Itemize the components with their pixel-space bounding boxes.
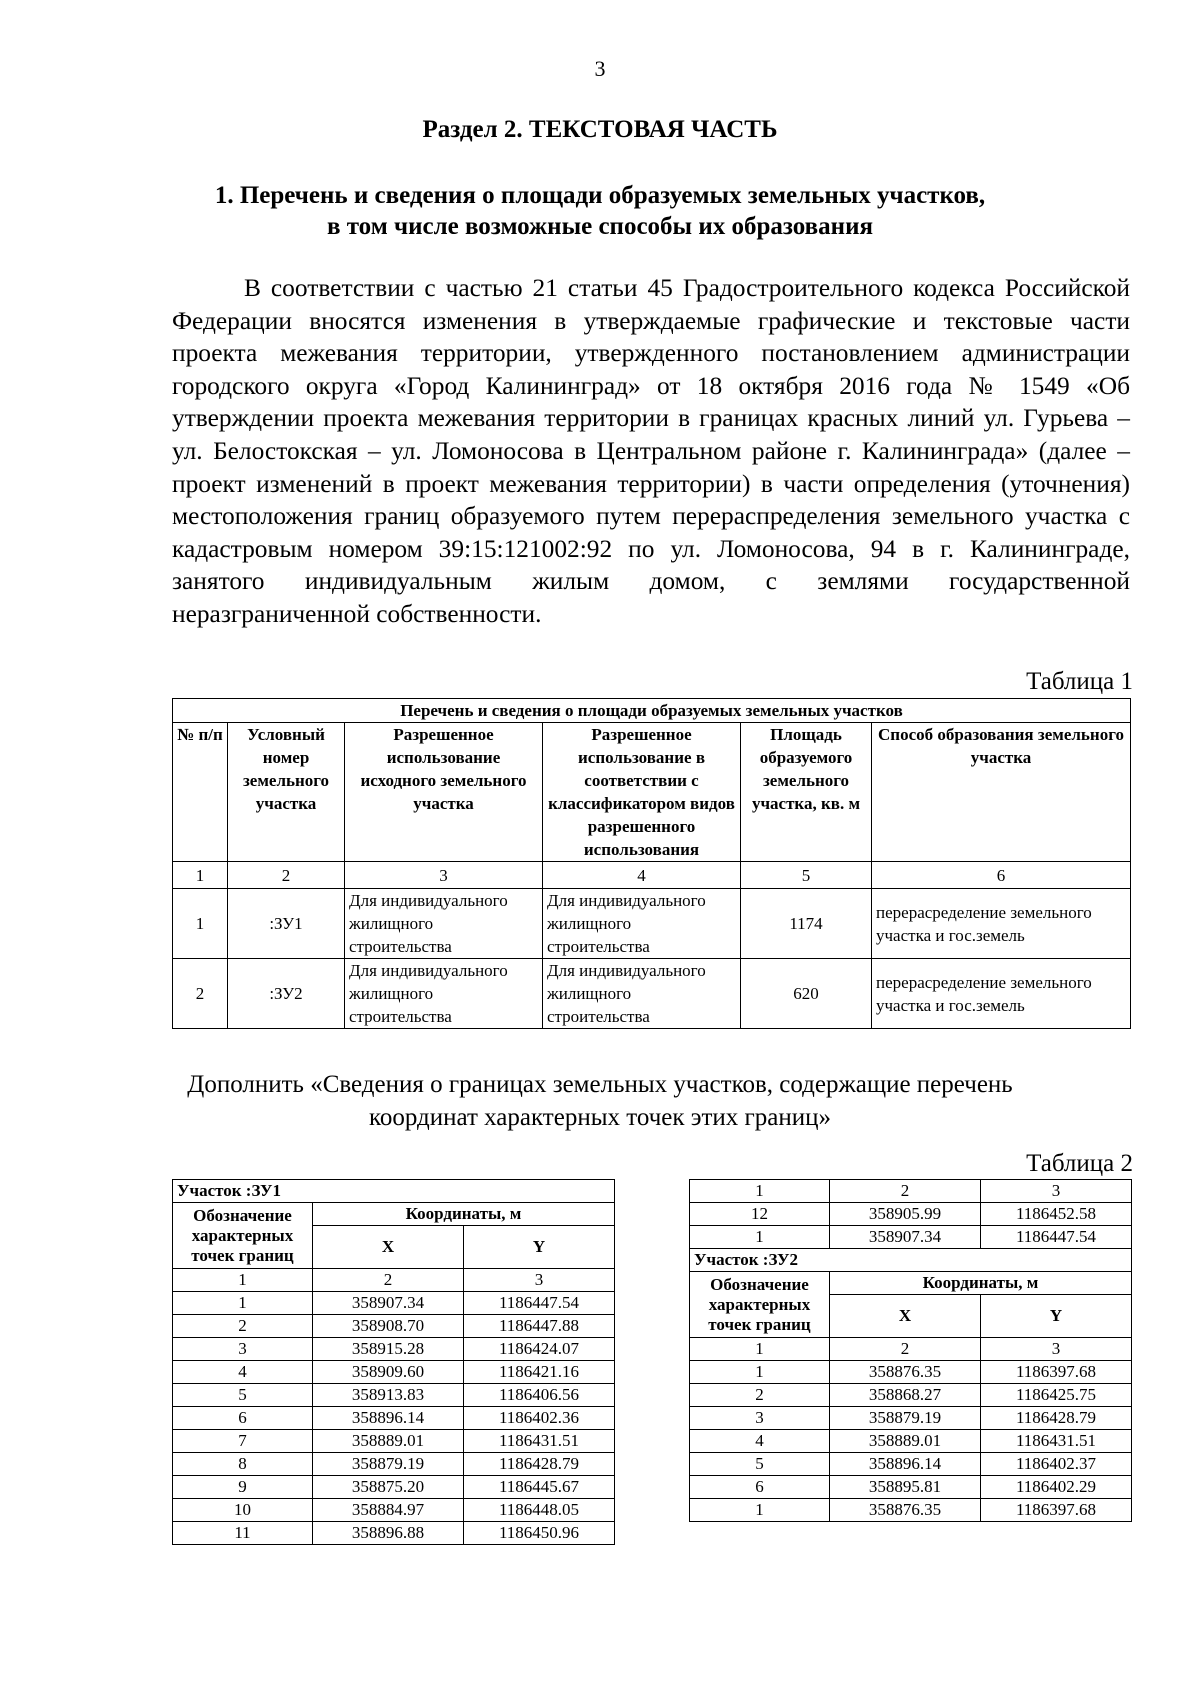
point-number: 8: [173, 1453, 313, 1476]
point-number: 3: [690, 1407, 830, 1430]
coordinate-row: [173, 1453, 615, 1476]
coords-header: Координаты, м: [830, 1272, 1132, 1295]
coord-x: 358875.20: [313, 1476, 464, 1499]
table1-header: Площадь образуемого земельного участка, кв. м: [741, 723, 872, 862]
body-paragraph: В соответствии с частью 21 статьи 45 Градостроительного кодекса Российской Федерации вносятся изменения в утверждаемые графические и текстовые части проекта межевания территории, утвержденного постановлением администрации городского округа «Город Калининград» от 18 октября 2016 года № 1549 «Об утверждении проекта межевания территории в границах красных линий ул. Гурьева – ул. Белостокская – ул. Ломоносова в Центральном районе г. Калининграда» (далее – проект изменений в проект межевания территории) в части определения (уточнения) местоположения границ образуемого путем перераспределения земельного участка с кадастровым номером 39:15:121002:92 по ул. Ломоносова, 94 в г. Калининграде, занятого индивидуальным жилым домом, с землями государственной неразграниченной собственности.: [172, 274, 1130, 628]
coordinate-row: [173, 1407, 615, 1430]
coord-y: 1186397.68: [981, 1361, 1132, 1384]
coord-x: 358876.35: [830, 1361, 981, 1384]
coord-y: 1186397.68: [981, 1499, 1132, 1522]
heading-line-1: 1. Перечень и сведения о площади образуемых земельных участков,: [214, 182, 986, 209]
coord-x: 358895.81: [830, 1476, 981, 1499]
coordinate-row: [690, 1203, 1132, 1226]
column-number: 2: [830, 1338, 981, 1361]
column-number: 2: [228, 862, 345, 889]
coord-x: 358913.83: [313, 1384, 464, 1407]
table-row: [173, 889, 1131, 959]
table-cell: 620: [741, 959, 872, 1029]
coord-y: 1186447.54: [464, 1292, 615, 1315]
column-number: 6: [872, 862, 1131, 889]
table-cell: :ЗУ1: [228, 889, 345, 959]
point-number: 3: [173, 1338, 313, 1361]
coord-y: 1186448.05: [464, 1499, 615, 1522]
column-number: 5: [741, 862, 872, 889]
section-title: Раздел 2. ТЕКСТОВАЯ ЧАСТЬ: [422, 116, 778, 143]
coord-y: 1186424.07: [464, 1338, 615, 1361]
table1-header: № п/п: [173, 723, 228, 862]
note-line-2: координат характерных точек этих границ»: [368, 1104, 832, 1131]
coord-y: 1186425.75: [981, 1384, 1132, 1407]
table-cell: 1: [173, 889, 228, 959]
table2-column-numbers: [173, 1269, 615, 1292]
table2-column-numbers: [690, 1338, 1132, 1361]
coord-x: 358889.01: [313, 1430, 464, 1453]
coord-x: 358868.27: [830, 1384, 981, 1407]
coord-y: 1186402.29: [981, 1476, 1132, 1499]
plot-title-row: [690, 1249, 1132, 1272]
point-number: 1: [173, 1292, 313, 1315]
coord-y: 1186447.54: [981, 1226, 1132, 1249]
table1-header-row: [173, 723, 1131, 862]
table1-title-row: [173, 699, 1131, 723]
coordinate-row: [173, 1292, 615, 1315]
heading: [0, 180, 1200, 242]
coord-y: 1186428.79: [464, 1453, 615, 1476]
point-number: 12: [690, 1203, 830, 1226]
coordinate-row: [690, 1361, 1132, 1384]
coordinate-row: [173, 1338, 615, 1361]
table2-left: [172, 1179, 615, 1545]
coord-y: 1186447.88: [464, 1315, 615, 1338]
table-cell: перерасределение земельного участка и гос.земель: [872, 889, 1131, 959]
point-number: 1: [690, 1361, 830, 1384]
column-number: 1: [690, 1180, 830, 1203]
coordinate-row: [690, 1499, 1132, 1522]
heading-line-2: в том числе возможные способы их образования: [326, 213, 873, 240]
table1-header: Условный номер земельного участка: [228, 723, 345, 862]
coordinate-row: [173, 1361, 615, 1384]
point-number: 1: [690, 1499, 830, 1522]
table-cell: перерасределение земельного участка и гос.земель: [872, 959, 1131, 1029]
table-cell: 2: [173, 959, 228, 1029]
table-cell: :ЗУ2: [228, 959, 345, 1029]
table1-header: Способ образования земельного участка: [872, 723, 1131, 862]
column-number: 3: [981, 1338, 1132, 1361]
table1-caption: Таблица 1: [1026, 668, 1133, 695]
column-number: 3: [464, 1269, 615, 1292]
point-header: Обозначение характерных точек границ: [173, 1203, 313, 1269]
supplement-note: [0, 1068, 1200, 1134]
table1: [172, 698, 1131, 1029]
plot2-title: Участок :ЗУ2: [690, 1249, 1132, 1272]
coord-x: 358876.35: [830, 1499, 981, 1522]
x-header: X: [830, 1295, 981, 1338]
table-row: [173, 959, 1131, 1029]
point-number: 11: [173, 1522, 313, 1545]
coordinate-row: [173, 1315, 615, 1338]
point-number: 10: [173, 1499, 313, 1522]
coord-y: 1186421.16: [464, 1361, 615, 1384]
coord-x: 358896.14: [313, 1407, 464, 1430]
point-number: 6: [173, 1407, 313, 1430]
coordinate-row: [173, 1384, 615, 1407]
coord-x: 358908.70: [313, 1315, 464, 1338]
coordinate-row: [690, 1476, 1132, 1499]
coordinate-row: [690, 1407, 1132, 1430]
coord-y: 1186445.67: [464, 1476, 615, 1499]
coord-x: 358907.34: [313, 1292, 464, 1315]
point-number: 5: [690, 1453, 830, 1476]
column-number: 2: [830, 1180, 981, 1203]
coordinate-row: [690, 1384, 1132, 1407]
page-number: 3: [594, 56, 606, 81]
table1-title: Перечень и сведения о площади образуемых земельных участков: [173, 699, 1131, 723]
table1-column-numbers: [173, 862, 1131, 889]
point-header: Обозначение характерных точек границ: [690, 1272, 830, 1338]
column-number: 1: [173, 862, 228, 889]
coord-x: 358879.19: [313, 1453, 464, 1476]
coords-header: Координаты, м: [313, 1203, 615, 1226]
point-number: 9: [173, 1476, 313, 1499]
coord-x: 358879.19: [830, 1407, 981, 1430]
point-number: 2: [173, 1315, 313, 1338]
table2-header-row: [690, 1272, 1132, 1295]
table1-header: Разрешенное использование исходного земельного участка: [345, 723, 543, 862]
coord-x: 358896.14: [830, 1453, 981, 1476]
column-number: 1: [690, 1338, 830, 1361]
coordinate-row: [173, 1476, 615, 1499]
column-number: 3: [345, 862, 543, 889]
coordinate-row: [690, 1453, 1132, 1476]
point-number: 4: [690, 1430, 830, 1453]
note-line-1: Дополнить «Сведения о границах земельных участков, содержащие перечень: [187, 1071, 1013, 1098]
column-number: 4: [543, 862, 741, 889]
coord-y: 1186450.96: [464, 1522, 615, 1545]
coord-x: 358896.88: [313, 1522, 464, 1545]
table-cell: Для индивидуального жилищного строительства: [543, 959, 741, 1029]
coord-x: 358915.28: [313, 1338, 464, 1361]
coord-y: 1186431.51: [464, 1430, 615, 1453]
coordinate-row: [173, 1430, 615, 1453]
point-number: 2: [690, 1384, 830, 1407]
y-header: Y: [981, 1295, 1132, 1338]
coord-x: 358907.34: [830, 1226, 981, 1249]
coordinate-row: [690, 1430, 1132, 1453]
plot-title-row: [173, 1180, 615, 1203]
coord-x: 358905.99: [830, 1203, 981, 1226]
point-number: 4: [173, 1361, 313, 1384]
coord-y: 1186452.58: [981, 1203, 1132, 1226]
coord-y: 1186402.36: [464, 1407, 615, 1430]
column-number: 1: [173, 1269, 313, 1292]
table1-header: Разрешенное использование в соответствии с классификатором видов разрешенного использования: [543, 723, 741, 862]
table2-header-row: [173, 1203, 615, 1226]
coord-x: 358884.97: [313, 1499, 464, 1522]
coord-y: 1186428.79: [981, 1407, 1132, 1430]
table-cell: Для индивидуального жилищного строительства: [345, 959, 543, 1029]
column-number: 3: [981, 1180, 1132, 1203]
point-number: 6: [690, 1476, 830, 1499]
table2-caption: Таблица 2: [1026, 1150, 1133, 1177]
coord-y: 1186431.51: [981, 1430, 1132, 1453]
x-header: X: [313, 1226, 464, 1269]
table2-column-numbers: [690, 1180, 1132, 1203]
coord-y: 1186406.56: [464, 1384, 615, 1407]
coordinate-row: [173, 1522, 615, 1545]
table2-right: [689, 1179, 1132, 1522]
table-cell: 1174: [741, 889, 872, 959]
coordinate-row: [690, 1226, 1132, 1249]
table-cell: Для индивидуального жилищного строительства: [345, 889, 543, 959]
point-number: 7: [173, 1430, 313, 1453]
table-cell: Для индивидуального жилищного строительства: [543, 889, 741, 959]
coord-x: 358909.60: [313, 1361, 464, 1384]
coord-x: 358889.01: [830, 1430, 981, 1453]
y-header: Y: [464, 1226, 615, 1269]
column-number: 2: [313, 1269, 464, 1292]
coord-y: 1186402.37: [981, 1453, 1132, 1476]
plot1-title: Участок :ЗУ1: [173, 1180, 615, 1203]
point-number: 5: [173, 1384, 313, 1407]
point-number: 1: [690, 1226, 830, 1249]
coordinate-row: [173, 1499, 615, 1522]
